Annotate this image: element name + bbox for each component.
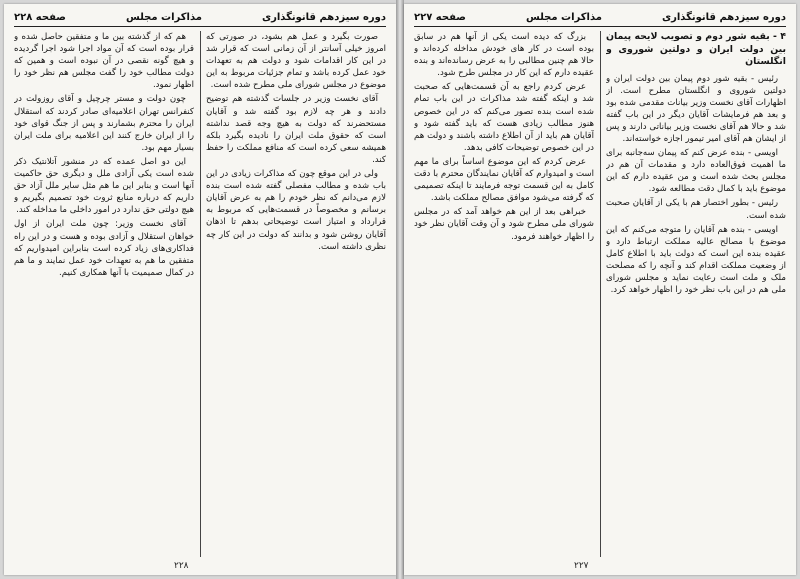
right-page-label: صفحه ۲۲۷ (414, 11, 466, 23)
column-divider (600, 31, 601, 557)
paragraph: هم که از گذشته بین ما و متفقین حاصل شده و قرار بوده است که آن مواد اجرا شود اجرا گردیده و هیچ گونه نقصی در آن نبوده است و همین که دولت مطالب خود را گفت مجلس هم نظر خود را اظهار نمود. (14, 32, 194, 91)
paragraph: اویسی - بنده عرض کنم که پیمان سه‌جانبه برای ما اهمیت فوق‌العاده دارد و مقدمات آن هم در مجلس بحث شده است و من عقیده دارم که این موضوع باید با کمال دقت مطالعه شود. (606, 148, 786, 195)
left-page-right-column (206, 31, 386, 557)
paragraph: بزرگ که دیده است یکی از آنها هم در سابق بوده است در کار های خودش مداخله کرده‌اند و حالا هم چنین مطالبی را به عرض رسانده‌اند و بنده عقیده دارم که این کار در مجلس طرح شود. (414, 32, 594, 79)
paragraph: ولی در این موقع چون که مذاکرات زیادی در این باب شده و مطالب مفصلی گفته شده است بنده لازم می‌دانم که نظر خودم را هم به عرض آقایان برسانم و مخصوصاً در قسمت‌هایی که مربوط به قرارداد و امتیاز است توضیحاتی بدهم تا اذهان آقایان روشن شود و بدانند که دولت در این کار چه نظری داشته است. (206, 169, 386, 252)
paragraph: این دو اصل عمده که در منشور آتلانتیک ذکر شده است یکی آزادی ملل و دیگری حق حاکمیت آنها است و بنابر این ما هم مثل سایر ملل آزاد حق داریم که درباره منابع ثروت خود تصمیم بگیریم و هیچ دولتی حق ندارد در امور داخلی ما مداخله کند. (14, 156, 194, 216)
left-page-label: صفحه ۲۲۸ (14, 11, 66, 23)
paragraph: صورت بگیرد و عمل هم بشود، در صورتی که امروز خیلی آسانتر از آن زمانی است که قرار شد در این کار اقدامات شود و دولت هم به تعهدات خود عمل کرده باشد و تمام جزئیات مربوط به این موضوع در مجلس شورای ملی مطرح شده است. (206, 32, 386, 91)
paragraph: اویسی - بنده هم آقایان را متوجه می‌کنم که این موضوع با مصالح عالیه مملکت ارتباط دارد و عقیده بنده این است که دولت باید با اطلاع کامل از وضعیت مملکت اقدام کند و آنچه را که مصلحت ملک و ملت است رعایت نماید و مجلس شورای ملی هم در این باب نظر خود را اظهار خواهد کرد. (606, 224, 786, 296)
right-page-header (414, 10, 786, 24)
left-session-title: دوره سیزدهم قانونگذاری (261, 11, 386, 23)
paragraph: آقای نخست وزیر: چون ملت ایران از اول خواهان استقلال و آزادی بوده و هست و در این راه فداکاری‌های زیاد کرده است بنابراین امیدواریم که متفقین ما هم به تعهدات خود عمل نمایند و ما هم در کمال صمیمیت با آنها همکاری کنیم. (14, 219, 194, 278)
paragraph: رئیس - بقیه شور دوم پیمان بین دولت ایران و دولتین شوروی و انگلستان مطرح است. از اظهارات آقای نخست وزیر بیانات مقدمی شده بود و بعد هم فرمایشات آقایان دیگر در این باب گفته شد و حالا هم آقای نخست وزیر بیاناتی دارند و پس از ایشان هم آقای امیر تیمور اجازه خواسته‌اند. (606, 73, 786, 144)
right-section-title: مذاکرات مجلس (525, 11, 602, 23)
left-page-number: ۲۲۸ (174, 561, 189, 571)
left-header-rule (14, 26, 386, 27)
left-page-header (14, 10, 386, 24)
agenda-item-heading: ۴ - بقیه شور دوم و تصویب لایحه پیمان بین دولت ایران و دولتین شوروی و انگلستان (606, 31, 786, 67)
paragraph: عرض کردم که این موضوع اساساً برای ما مهم است و امیدوارم که آقایان نمایندگان محترم با دقت کامل به این قسمت توجه فرمایند تا اینکه تصمیمی که گرفته می‌شود موافق مصالح مملکت باشد. (414, 156, 594, 204)
right-session-title: دوره سیزدهم قانونگذاری (661, 11, 786, 23)
left-page-left-column (14, 31, 194, 557)
right-page-left-column (414, 31, 594, 557)
column-divider (200, 31, 201, 557)
right-page (404, 4, 796, 575)
paragraph: عرض کردم راجع به آن قسمت‌هایی که صحبت شد و اینکه گفته شد مذاکرات در این باب تمام شده است بنده تصور می‌کنم که در این خصوص هنوز مطالب زیادی هست که باید گفته شود و آقایان هم باید از آن اطلاع داشته باشند و دولت هم در این خصوص توضیحات کافی بدهد. (414, 82, 594, 153)
left-section-title: مذاکرات مجلس (125, 11, 202, 23)
right-page-right-column (606, 31, 786, 557)
right-page-number: ۲۲۷ (574, 561, 589, 571)
paragraph: رئیس - بطور اختصار هم با یکی از آقایان صحبت شده است. (606, 198, 786, 221)
paragraph: آقای نخست وزیر در جلسات گذشته هم توضیح دادند و هر چه لازم بود گفته شد و آقایان مستحضرند که دولت به هیچ وجه قصد نداشته است که حقوق ملت ایران را نادیده بگیرد بلکه همیشه سعی کرده است که منافع مملکت را حفظ کند. (206, 94, 386, 165)
paragraph: خبراهی بعد از این هم خواهد آمد که در مجلس شورای ملی مطرح شود و آن وقت آقایان نظر خود را اظهار خواهند فرمود. (414, 207, 594, 242)
paragraph: چون دولت و مستر چرچیل و آقای روزولت در کنفرانس تهران اعلامیه‌ای صادر کردند که استقلال ایران را محترم بشمارند و پس از جنگ قوای خود را از ایران خارج کنند این اعلامیه برای ملت ایران بسیار مهم بود. (14, 94, 194, 153)
right-header-rule (414, 26, 786, 27)
book-gutter (396, 0, 404, 579)
left-page (4, 4, 396, 575)
